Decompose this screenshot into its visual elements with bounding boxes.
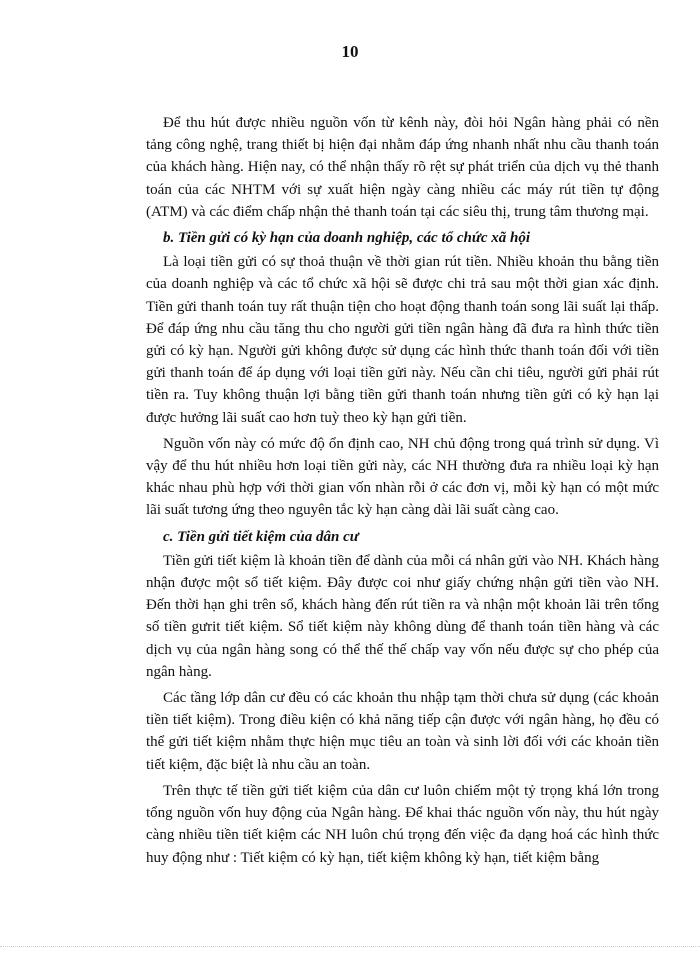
- page-number: 10: [341, 42, 359, 61]
- paragraph-savings-population: Các tầng lớp dân cư đều có các khoản thu nhập tạm thời chưa sử dụng (các khoản tiền tiết kiệm). Trong điều kiện có khả năng tiếp cận được với ngân hàng, họ đều có thể gửi tiết kiệm nhằm thực hiện mục tiêu an toàn và sinh lời đối với các khoản tiền tiết kiệm, đặc biệt là nhu cầu an toàn.: [146, 690, 659, 773]
- paragraph-term-deposit-definition: Là loại tiền gửi có sự thoả thuận về thời gian rút tiền. Nhiều khoản thu bằng tiền của doanh nghiệp và các tổ chức xã hội sẽ được chi trả sau một thời gian xác định. Tiền gửi thanh toán tuy rất thuận tiện cho hoạt động thanh toán song lãi suất lại thấp. Để đáp ứng nhu cầu tăng thu cho người gửi tiền ngân hàng đã đưa ra hình thức tiền gửi có kỳ hạn. Người gửi không được sử dụng các hình thức thanh toán đối với tiền gửi thanh toán để áp dụng với loại tiền gửi này. Nếu cần chi tiêu, người gửi phải rút tiền ra. Tuy không thuận lợi bằng tiền gửi thanh toán nhưng tiền gửi có kỳ hạn lại được hưởng lãi suất cao hơn tuỳ theo kỳ hạn gửi tiền.: [146, 254, 659, 426]
- paragraph-savings-share: Trên thực tế tiền gửi tiết kiệm của dân cư luôn chiếm một tỷ trọng khá lớn trong tổng nguồn vốn huy động của Ngân hàng. Để khai thác nguồn vốn này, thu hút ngày càng nhiều tiền tiết kiệm các NH luôn chú trọng đến việc đa dạng hoá các hình thức huy động như : Tiết kiệm có kỳ hạn, tiết kiệm không kỳ hạn, tiết kiệm bằng: [146, 782, 659, 866]
- paragraph-term-deposit-stability: Nguồn vốn này có mức độ ổn định cao, NH chủ động trong quá trình sử dụng. Vì vậy để thu hút nhiều hơn loại tiền gửi này, các NH thường đưa ra nhiều loại kỳ hạn khác nhau phù hợp với thời gian vốn nhàn rỗi ở các đơn vị, mỗi kỳ hạn có một mức lãi suất tương ứng theo nguyên tắc kỳ hạn càng dài lãi suất càng cao.: [146, 435, 659, 519]
- paragraph-card-payment: Để thu hút được nhiều nguồn vốn từ kênh này, đòi hỏi Ngân hàng phải có nền tảng công nghệ, trang thiết bị hiện đại nhằm đáp ứng nhanh nhất nhu cầu thanh toán của khách hàng. Hiện nay, có thể nhận thấy rõ rệt sự phát triển của dịch vụ thẻ thanh toán của các NHTM với sự xuất hiện ngày càng nhiều các máy rút tiền tự động (ATM) và các điểm chấp nhận thẻ thanh toán tại các siêu thị, trung tâm thương mại.: [146, 115, 659, 220]
- page-bottom-divider: [0, 946, 700, 947]
- section-heading-term-deposits: b. Tiền gửi có kỳ hạn của doanh nghiệp, các tổ chức xã hội: [163, 230, 531, 247]
- section-heading-savings-deposits: c. Tiền gửi tiết kiệm của dân cư: [163, 528, 359, 545]
- document-body: [146, 112, 659, 873]
- paragraph-savings-definition: Tiền gửi tiết kiệm là khoản tiền để dành của mỗi cá nhân gửi vào NH. Khách hàng nhận được một sổ tiết kiệm. Đây được coi như giấy chứng nhận gửi tiền vào NH. Đến thời hạn ghi trên sổ, khách hàng đến rút tiền ra và nhận một khoản lãi trên tổng số tiền gưrit tiết kiệm. Sổ tiết kiệm này không dùng để thanh toán tiền hàng và các dịch vụ của ngân hàng song có thể thế thế chấp vay vốn nếu được sự cho phép của ngân hàng.: [146, 552, 659, 680]
